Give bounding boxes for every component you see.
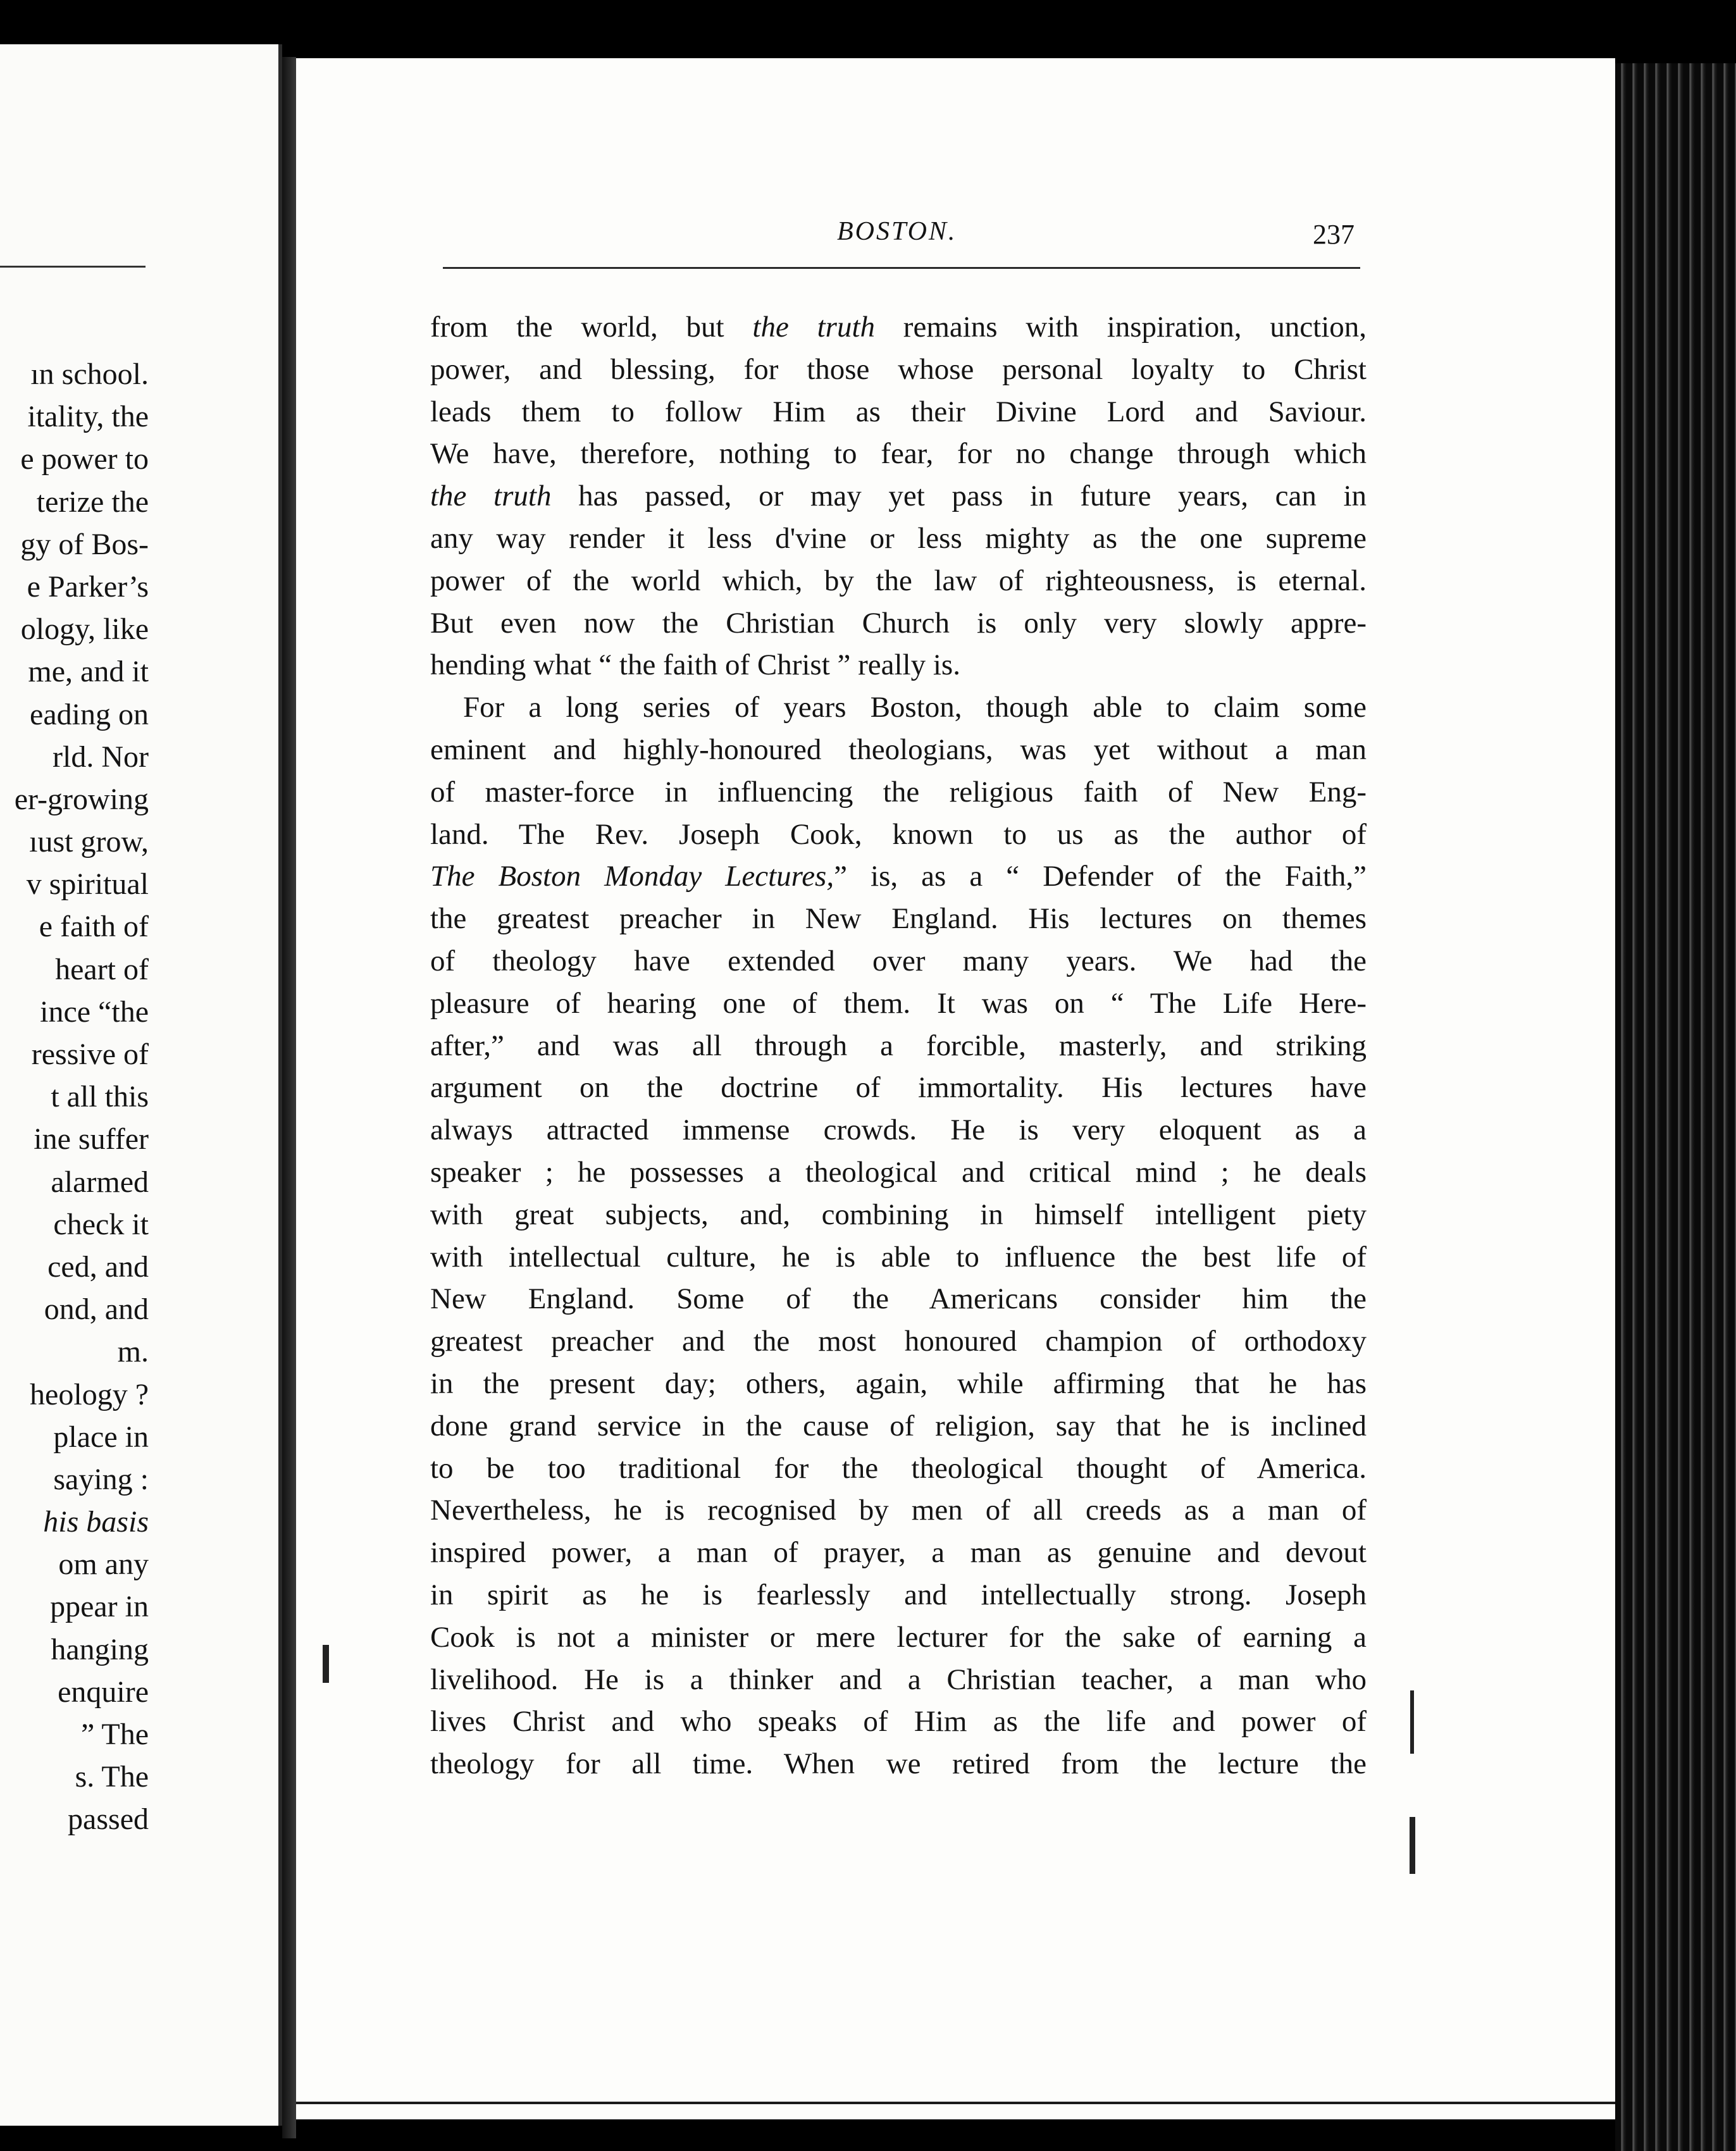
text-line xyxy=(430,1405,1367,1447)
text-line xyxy=(430,1067,1367,1109)
facing-page-line: his basis xyxy=(43,1505,149,1539)
facing-page-line: heart of xyxy=(55,952,149,986)
margin-speck xyxy=(323,1645,329,1683)
text-run: in spirit as he is fearlessly and intellectually strong. Joseph xyxy=(430,1578,1367,1611)
text-run: has passed, or may yet pass in future years, can in xyxy=(551,480,1367,513)
facing-page-line: t all this xyxy=(51,1080,149,1114)
text-line xyxy=(430,771,1367,814)
facing-page-line: heology ? xyxy=(30,1377,149,1411)
text-line xyxy=(430,475,1367,518)
text-run: greatest preacher and the most honoured champion of orthodoxy xyxy=(430,1325,1367,1358)
page-number: 237 xyxy=(1313,219,1355,250)
text-run: inspired power, a man of prayer, a man as genuine and devout xyxy=(430,1536,1367,1570)
text-run: in the present day; others, again, while affirming that he has xyxy=(430,1367,1367,1400)
text-line xyxy=(430,644,1367,686)
text-run: to be too traditional for the theological thought of America. xyxy=(430,1451,1367,1485)
facing-page-line: ıust grow, xyxy=(29,825,149,859)
text-run: Nevertheless, he is recognised by men of all creeds as a man of xyxy=(430,1494,1367,1527)
text-line xyxy=(430,1151,1367,1194)
facing-page-line: eading on xyxy=(30,697,149,731)
text-line xyxy=(430,1025,1367,1067)
text-line xyxy=(430,602,1367,645)
facing-page-line: e Parker’s xyxy=(27,569,149,604)
facing-page-line: er-growing xyxy=(14,782,149,816)
facing-page-line: ın school. xyxy=(30,357,149,391)
text-line xyxy=(430,1532,1367,1574)
running-head: BOSTON. xyxy=(837,217,957,246)
text-line xyxy=(430,1616,1367,1659)
text-run: power, and blessing, for those whose personal loyalty to Christ xyxy=(430,352,1367,386)
facing-page-line: ology, like xyxy=(20,612,149,647)
text-run: with intellectual culture, he is able to influence the best life of xyxy=(430,1240,1367,1274)
text-run: power of the world which, by the law of righteousness, is eternal. xyxy=(430,564,1367,597)
facing-page-left xyxy=(0,44,282,2126)
text-line xyxy=(430,940,1367,983)
text-line xyxy=(430,983,1367,1025)
text-run: always attracted immense crowds. He is very eloquent as a xyxy=(430,1113,1367,1147)
facing-page-line: m. xyxy=(117,1335,149,1369)
text-run: after,” and was all through a forcible, masterly, and striking xyxy=(430,1029,1367,1062)
facing-page-line: hanging xyxy=(51,1632,149,1666)
text-run: leads them to follow Him as their Divine Lord and Saviour. xyxy=(430,395,1367,428)
text-line xyxy=(430,433,1367,475)
text-line xyxy=(430,1320,1367,1363)
facing-page-text xyxy=(15,353,149,1841)
text-line xyxy=(430,729,1367,771)
text-run: remains with inspiration, unction, xyxy=(875,311,1367,344)
book-gutter xyxy=(282,57,296,2138)
text-run: We have, therefore, nothing to fear, for no change through which xyxy=(430,437,1367,471)
text-run: hending what “ the faith of Christ ” really is. xyxy=(430,648,960,682)
text-line xyxy=(430,518,1367,560)
text-line xyxy=(430,1659,1367,1701)
text-run: ” is, as a “ Defender of the Faith,” xyxy=(834,860,1367,893)
text-line xyxy=(430,1743,1367,1785)
facing-page-head-rule xyxy=(0,266,146,268)
facing-page-line: om any xyxy=(58,1547,149,1582)
facing-page-line: gy of Bos- xyxy=(20,527,149,561)
text-line xyxy=(430,1701,1367,1743)
head-rule xyxy=(443,267,1360,269)
text-line xyxy=(430,1109,1367,1151)
text-line xyxy=(430,1363,1367,1405)
facing-page-line: ced, and xyxy=(47,1249,149,1284)
facing-page-line: v spiritual xyxy=(26,867,149,902)
text-run: speaker ; he possesses a theological and critical mind ; he deals xyxy=(430,1155,1367,1189)
text-run: any way render it less d'vine or less mighty as the one supreme xyxy=(430,521,1367,555)
text-run: Cook is not a minister or mere lecturer for the sake of earning a xyxy=(430,1620,1367,1654)
facing-page-line: terize the xyxy=(36,485,149,519)
facing-page-line: passed xyxy=(68,1802,149,1837)
text-run: of master-force in influencing the religious faith of New Eng- xyxy=(430,775,1367,809)
facing-page-line: ince “the xyxy=(40,995,149,1029)
text-run: livelihood. He is a thinker and a Christian teacher, a man who xyxy=(430,1663,1367,1696)
text-run: land. The Rev. Joseph Cook, known to us as the author of xyxy=(430,817,1367,851)
text-run: pleasure of hearing one of them. It was on “ The Life Here- xyxy=(430,986,1367,1020)
margin-speck xyxy=(1410,1690,1414,1754)
text-line xyxy=(430,1194,1367,1236)
text-line xyxy=(430,1278,1367,1320)
facing-page-line: saying : xyxy=(53,1462,149,1496)
facing-page-line: check it xyxy=(53,1207,149,1241)
text-line xyxy=(430,898,1367,940)
text-run: of theology have extended over many years. We had the xyxy=(430,944,1367,977)
text-line xyxy=(430,1447,1367,1490)
facing-page-line: s. The xyxy=(75,1760,149,1794)
text-run: done grand service in the cause of religion, say that he is inclined xyxy=(430,1409,1367,1442)
text-run: the greatest preacher in New England. His lectures on themes xyxy=(430,902,1367,936)
facing-page-line: enquire xyxy=(58,1675,149,1709)
text-line xyxy=(430,306,1367,349)
book-page xyxy=(296,58,1615,2119)
text-line xyxy=(430,814,1367,856)
facing-page-line: ond, and xyxy=(44,1292,149,1327)
text-line xyxy=(430,1574,1367,1616)
facing-page-line: itality, the xyxy=(27,400,149,434)
facing-page-line: me, and it xyxy=(28,655,149,689)
text-run: argument on the doctrine of immortality. His lectures have xyxy=(430,1071,1367,1105)
text-line xyxy=(430,560,1367,602)
text-line xyxy=(430,686,1367,729)
facing-page-line: ppear in xyxy=(50,1590,149,1624)
text-run: eminent and highly-honoured theologians, was yet without a man xyxy=(430,733,1367,766)
italic-phrase: The Boston Monday Lectures, xyxy=(430,860,834,893)
facing-page-line: place in xyxy=(53,1420,149,1454)
margin-speck xyxy=(1410,1817,1415,1874)
facing-page-line: rld. Nor xyxy=(53,740,149,774)
facing-page-line: alarmed xyxy=(51,1165,149,1199)
facing-page-line: ” The xyxy=(80,1718,149,1751)
text-line xyxy=(430,349,1367,391)
text-run: with great subjects, and, combining in himself intelligent piety xyxy=(430,1198,1367,1231)
text-run: New England. Some of the Americans consider him the xyxy=(430,1282,1367,1316)
text-run: from the world, but xyxy=(430,311,753,344)
text-run: But even now the Christian Church is only very slowly appre- xyxy=(430,606,1367,640)
text-line xyxy=(430,855,1367,898)
text-line xyxy=(430,391,1367,433)
facing-page-line: ressive of xyxy=(31,1038,149,1071)
italic-phrase: the truth xyxy=(430,480,552,513)
book-page-edges xyxy=(1615,63,1736,2151)
facing-page-line: e power to xyxy=(20,442,149,476)
italic-phrase: the truth xyxy=(752,311,876,344)
text-run: lives Christ and who speaks of Him as the life and power of xyxy=(430,1705,1367,1739)
text-line xyxy=(430,1489,1367,1532)
page-bottom-edge xyxy=(296,2102,1615,2104)
text-run: theology for all time. When we retired from the lecture the xyxy=(430,1747,1367,1781)
facing-page-line: e faith of xyxy=(39,910,149,944)
facing-page-line: ine suffer xyxy=(34,1122,149,1156)
text-line xyxy=(430,1236,1367,1279)
text-run: For a long series of years Boston, though able to claim some xyxy=(463,691,1367,724)
body-text xyxy=(430,306,1367,1785)
